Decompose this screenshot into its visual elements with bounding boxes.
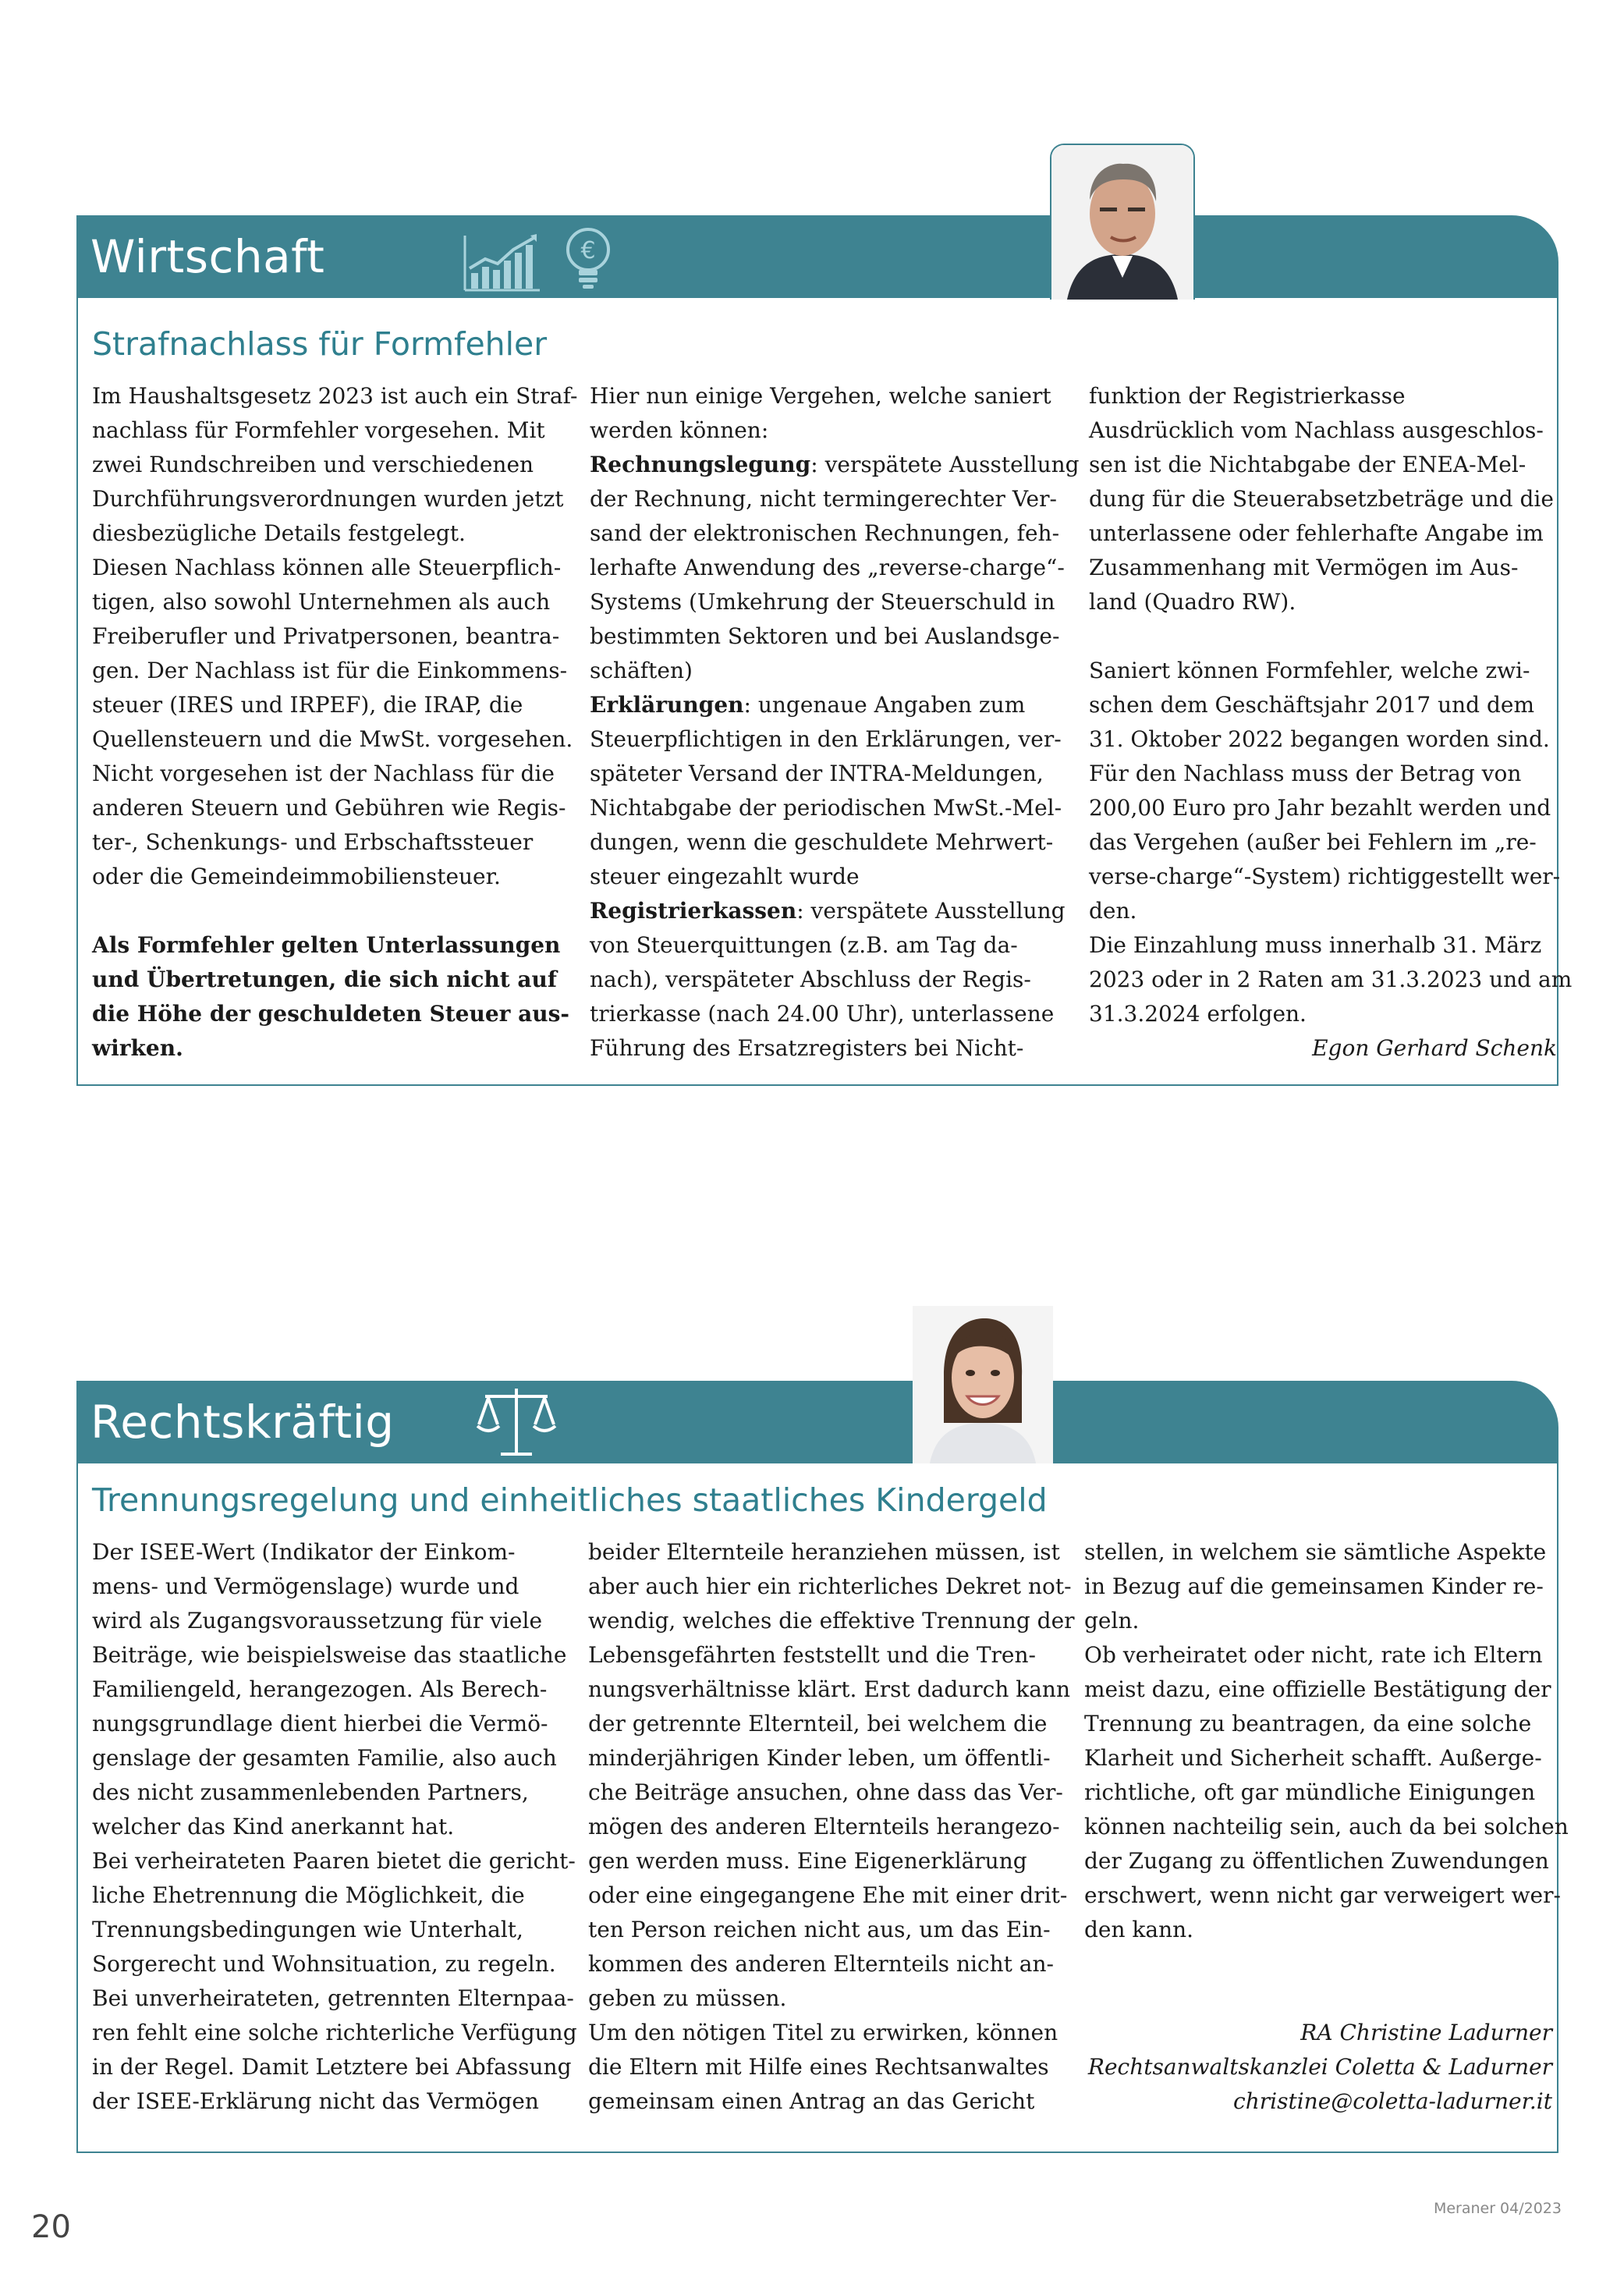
text-run: schen dem Geschäftsjahr 2017 und dem [1089, 692, 1535, 718]
text-run: diesbezügliche Details festgelegt. [92, 520, 466, 546]
text-line [1084, 1707, 1552, 1741]
text-line [1089, 654, 1557, 688]
text-line [590, 997, 1058, 1031]
text-run: kommen des anderen Elternteils nicht an- [588, 1951, 1054, 1977]
text-line [1089, 791, 1557, 825]
text-line [92, 997, 570, 1031]
text-line [590, 688, 1058, 722]
text-line [1089, 413, 1557, 448]
text-line [1089, 860, 1561, 894]
text-run: genslage der gesamten Familie, also auch [92, 1745, 557, 1771]
text-line [590, 860, 1058, 894]
text-line [1084, 1810, 1569, 1844]
text-run: Diesen Nachlass können alle Steuerpflich- [92, 555, 562, 580]
section-header-band [76, 215, 1558, 298]
text-run: 2023 oder in 2 Raten am 31.3.2023 und am [1089, 967, 1573, 992]
text-line [588, 1844, 1056, 1878]
article-box [76, 298, 1573, 1086]
text-line [1089, 894, 1557, 928]
text-run: liche Ehetrennung die Möglichkeit, die [92, 1882, 525, 1908]
text-line [92, 516, 560, 551]
text-run: wendig, welches die effektive Trennung der [588, 1608, 1075, 1634]
bulb-euro-icon [565, 226, 612, 293]
author-signature: Egon Gerhard Schenk [1312, 1035, 1557, 1061]
text-line [92, 825, 560, 860]
text-run: Um den nötigen Titel zu erwirken, können [588, 2020, 1058, 2045]
text-line [92, 1913, 560, 1947]
text-line [590, 757, 1058, 791]
text-run: Durchführungsverordnungen wurden jetzt [92, 486, 564, 512]
text-line [590, 928, 1058, 963]
text-line [1084, 1981, 1552, 2016]
text-line [1089, 997, 1557, 1031]
text-line [590, 413, 1058, 448]
text-run: in Bezug auf die gemeinsamen Kinder re- [1084, 1573, 1544, 1599]
section-title: Wirtschaft [90, 230, 325, 283]
text-line [92, 1535, 560, 1570]
text-run: : verspätete Ausstellung [810, 452, 1080, 477]
text-run: Zusammenhang mit Vermögen im Aus- [1089, 555, 1519, 580]
text-line [92, 688, 560, 722]
text-line [590, 894, 1066, 928]
text-run: von Steuerquittungen (z.B. am Tag da- [590, 932, 1018, 958]
text-run: Ausdrücklich vom Nachlass ausgeschlos- [1089, 417, 1544, 443]
text-run: che Beiträge ansuchen, ohne dass das Ver- [588, 1779, 1063, 1805]
text-line [92, 619, 560, 654]
text-run: oder die Gemeindeimmobiliensteuer. [92, 864, 501, 889]
text-run: gemeinsam einen Antrag an das Gericht [588, 2088, 1035, 2114]
text-run: können nachteilig sein, auch da bei solchen [1084, 1814, 1569, 1839]
text-line [1084, 1535, 1552, 1570]
text-run: trierkasse (nach 24.00 Uhr), unterlassene [590, 1001, 1055, 1027]
text-run: nungsgrundlage dient hierbei die Vermö- [92, 1711, 548, 1736]
scales-icon [474, 1385, 558, 1462]
text-run: erschwert, wenn nicht gar verweigert wer- [1084, 1882, 1561, 1908]
text-run: Für den Nachlass muss der Betrag von [1089, 761, 1522, 786]
text-run: Saniert können Formfehler, welche zwi- [1089, 658, 1530, 683]
text-line [1089, 722, 1557, 757]
text-line [588, 1570, 1072, 1604]
text-line [588, 2016, 1056, 2050]
text-line [92, 1673, 560, 1707]
text-run: werden können: [590, 417, 769, 443]
text-run: der ISEE-Erklärung nicht das Vermögen [92, 2088, 539, 2114]
text-run: den. [1089, 898, 1137, 924]
text-run: lerhafte Anwendung des „reverse-charge“- [590, 555, 1065, 580]
text-run: mögen des anderen Elternteils herangezo- [588, 1814, 1060, 1839]
page-number: 20 [31, 2209, 71, 2245]
text-column-2 [588, 1535, 1075, 2119]
text-line [1089, 585, 1557, 619]
text-line [92, 413, 560, 448]
text-run: 31.3.2024 erfolgen. [1089, 1001, 1307, 1027]
text-run: dung für die Steuerabsetzbeträge und die [1089, 486, 1554, 512]
text-line [590, 379, 1058, 413]
text-run: Beiträge, wie beispielsweise das staatliche [92, 1642, 567, 1668]
text-line [588, 1604, 1075, 1638]
section-wirtschaft [76, 215, 1573, 1086]
text-run: beider Elternteile heranziehen müssen, ist [588, 1539, 1060, 1565]
text-run: meist dazu, eine offizielle Bestätigung der [1084, 1676, 1551, 1702]
text-line [92, 1810, 560, 1844]
text-run: den kann. [1084, 1917, 1194, 1942]
text-run: gen. Der Nachlass ist für die Einkommens- [92, 658, 568, 683]
text-run: in der Regel. Damit Letztere bei Abfassung [92, 2054, 572, 2080]
bold-run: und Übertretungen, die sich nicht auf [92, 967, 557, 992]
text-run: : verspätete Ausstellung [796, 898, 1066, 924]
text-line [588, 1638, 1056, 1673]
text-run: minderjährigen Kinder leben, um öffentli- [588, 1745, 1051, 1771]
text-line [1084, 1775, 1552, 1810]
article-title: Trennungsregelung und einheitliches staatliches Kindergeld [92, 1481, 1048, 1519]
text-run: ten Person reichen nicht aus, um das Ein- [588, 1917, 1051, 1942]
text-line [92, 585, 560, 619]
text-line [1084, 1570, 1552, 1604]
text-run: Trennung zu beantragen, da eine solche [1084, 1711, 1532, 1736]
text-run: nungsverhältnisse klärt. Erst dadurch kann [588, 1676, 1070, 1702]
text-line [92, 654, 568, 688]
text-line [588, 1741, 1056, 1775]
text-run: Trennungsbedingungen wie Unterhalt, [92, 1917, 523, 1942]
text-line [92, 963, 560, 997]
text-run: unterlassene oder fehlerhafte Angabe im [1089, 520, 1544, 546]
text-run: Klarheit und Sicherheit schafft. Außerge- [1084, 1745, 1542, 1771]
text-line [1084, 1604, 1552, 1638]
text-run: Familiengeld, herangezogen. Als Berech- [92, 1676, 548, 1702]
text-column-3 [1084, 1535, 1569, 2119]
text-run: Systems (Umkehrung der Steuerschuld in [590, 589, 1055, 615]
text-line [590, 516, 1058, 551]
text-line [92, 1844, 576, 1878]
text-line [588, 1947, 1056, 1981]
text-column-2 [590, 379, 1080, 1066]
author-signature: Rechtsanwaltskanzlei Coletta & Ladurner [1087, 2054, 1552, 2080]
text-line [1089, 619, 1557, 654]
text-run: land (Quadro RW). [1089, 589, 1296, 615]
text-run: Die Einzahlung muss innerhalb 31. März [1089, 932, 1542, 958]
text-line [590, 791, 1062, 825]
text-line [588, 1810, 1060, 1844]
text-column-1 [92, 379, 578, 1066]
text-line [1084, 1844, 1552, 1878]
text-line [1089, 928, 1557, 963]
text-run: gen werden muss. Eine Eigenerklärung [588, 1848, 1027, 1874]
text-line [588, 1913, 1056, 1947]
bold-run: Registrierkassen [590, 898, 797, 924]
text-line [1084, 1913, 1552, 1947]
text-run: dungen, wenn die geschuldete Mehrwert- [590, 829, 1054, 855]
text-run: nach), verspäteter Abschluss der Regis- [590, 967, 1031, 992]
text-line [588, 2084, 1056, 2119]
text-run: 200,00 Euro pro Jahr bezahlt werden und [1089, 795, 1551, 821]
text-run: geln. [1084, 1608, 1140, 1634]
text-run: sen ist die Nichtabgabe der ENEA-Mel- [1089, 452, 1526, 477]
author-signature: RA Christine Ladurner [1300, 2020, 1552, 2045]
text-run: Der ISEE-Wert (Indikator der Einkom- [92, 1539, 516, 1565]
text-line [590, 963, 1058, 997]
text-line [1089, 448, 1557, 482]
text-line [1084, 1741, 1552, 1775]
text-run: funktion der Registrierkasse [1089, 383, 1406, 409]
section-title: Rechtskräftig [90, 1396, 395, 1449]
text-line [92, 1570, 560, 1604]
text-line [92, 448, 560, 482]
article-box [76, 1463, 1569, 2153]
chart-growth-icon [462, 232, 543, 296]
text-line [590, 551, 1065, 585]
text-line [92, 1604, 560, 1638]
author-portrait [913, 1306, 1053, 1463]
text-line [590, 825, 1058, 860]
text-run: nachlass für Formfehler vorgesehen. Mit [92, 417, 545, 443]
text-run: Sorgerecht und Wohnsituation, zu regeln. [92, 1951, 556, 1977]
text-run: der getrennte Elternteil, bei welchem die [588, 1711, 1048, 1736]
text-run: bestimmten Sektoren und bei Auslandsge- [590, 623, 1060, 649]
text-run: Hier nun einige Vergehen, welche saniert [590, 383, 1051, 409]
text-line [590, 722, 1062, 757]
text-run: späteter Versand der INTRA-Meldungen, [590, 761, 1044, 786]
issue-label: Meraner 04/2023 [1433, 2200, 1562, 2217]
text-run: zwei Rundschreiben und verschiedenen [92, 452, 534, 477]
text-run: verse-charge“-System) richtiggestellt wer- [1089, 864, 1561, 889]
text-run: ren fehlt eine solche richterliche Verfügung [92, 2020, 577, 2045]
bold-run: die Höhe der geschuldeten Steuer aus- [92, 1001, 570, 1027]
text-run: das Vergehen (außer bei Fehlern im „re- [1089, 829, 1537, 855]
section-rechtskraeftig [76, 1381, 1569, 2161]
text-run: die Eltern mit Hilfe eines Rechtsanwaltes [588, 2054, 1049, 2080]
author-signature: christine@coletta-ladurner.it [1233, 2088, 1552, 2114]
text-line [92, 1741, 560, 1775]
author-portrait [1050, 144, 1195, 300]
text-line [590, 654, 1058, 688]
text-line [92, 1707, 560, 1741]
text-line [590, 619, 1058, 654]
text-run: steuer eingezahlt wurde [590, 864, 860, 889]
text-run: Steuerpflichtigen in den Erklärungen, ver- [590, 726, 1062, 752]
text-line [590, 448, 1080, 482]
text-line [590, 585, 1058, 619]
text-line [1089, 1031, 1557, 1066]
text-run: tigen, also sowohl Unternehmen als auch [92, 589, 551, 615]
text-run: Lebensgefährten feststellt und die Tren- [588, 1642, 1036, 1668]
text-run: der Zugang zu öffentlichen Zuwendungen [1084, 1848, 1549, 1874]
text-line [92, 2050, 572, 2084]
text-run: des nicht zusammenlebenden Partners, [92, 1779, 529, 1805]
text-line [588, 1878, 1068, 1913]
text-line [1084, 2050, 1552, 2084]
text-line [1084, 1878, 1561, 1913]
text-line [588, 1981, 1056, 2016]
bold-run: Rechnungslegung [590, 452, 811, 477]
text-run: 31. Oktober 2022 begangen worden sind. [1089, 726, 1550, 752]
text-line [92, 379, 578, 413]
text-line [1084, 1947, 1552, 1981]
text-run: Nichtabgabe der periodischen MwSt.-Mel- [590, 795, 1062, 821]
text-line [1089, 551, 1557, 585]
text-line [1084, 1673, 1552, 1707]
text-run: ter-, Schenkungs- und Erbschaftssteuer [92, 829, 534, 855]
text-run: oder eine eingegangene Ehe mit einer drit- [588, 1882, 1068, 1908]
text-run: Führung des Ersatzregisters bei Nicht- [590, 1035, 1024, 1061]
text-line [92, 551, 560, 585]
text-run: Nicht vorgesehen ist der Nachlass für die [92, 761, 555, 786]
text-line [92, 1947, 560, 1981]
text-line [1089, 825, 1557, 860]
bold-run: wirken. [92, 1035, 183, 1061]
text-line [588, 1707, 1056, 1741]
text-line [1089, 516, 1557, 551]
text-run: steuer (IRES und IRPEF), die IRAP, die [92, 692, 523, 718]
text-run: stellen, in welchem sie sämtliche Aspekte [1084, 1539, 1547, 1565]
text-run: welcher das Kind anerkannt hat. [92, 1814, 455, 1839]
text-line [92, 482, 564, 516]
text-line [92, 791, 566, 825]
text-line [588, 1775, 1063, 1810]
text-run: Freiberufler und Privatpersonen, beantra- [92, 623, 560, 649]
text-line [588, 1673, 1070, 1707]
text-run: Quellensteuern und die MwSt. vorgesehen. [92, 726, 573, 752]
text-line [1089, 688, 1557, 722]
article-title: Strafnachlass für Formfehler [92, 325, 548, 363]
text-line [1084, 2084, 1552, 2119]
text-line [1089, 482, 1557, 516]
text-run: Ob verheiratet oder nicht, rate ich Eltern [1084, 1642, 1543, 1668]
text-line [590, 1031, 1058, 1066]
text-run: Bei verheirateten Paaren bietet die gericht- [92, 1848, 576, 1874]
text-line [92, 1981, 574, 2016]
bold-run: Erklärungen [590, 692, 744, 718]
text-line [92, 2084, 560, 2119]
text-line [1084, 2016, 1552, 2050]
text-line [1089, 757, 1557, 791]
text-run: Bei unverheirateten, getrennten Elternpaa- [92, 1985, 574, 2011]
text-column-1 [92, 1535, 577, 2119]
text-run: wird als Zugangsvoraussetzung für viele [92, 1608, 543, 1634]
text-line [92, 928, 560, 963]
text-run: Im Haushaltsgesetz 2023 ist auch ein Straf- [92, 383, 578, 409]
text-line [92, 1031, 560, 1066]
text-line [92, 757, 560, 791]
text-line [92, 2016, 577, 2050]
text-run: der Rechnung, nicht termingerechter Ver- [590, 486, 1057, 512]
text-line [92, 1878, 560, 1913]
text-line [1089, 379, 1557, 413]
text-run: aber auch hier ein richterliches Dekret not- [588, 1573, 1072, 1599]
text-run: schäften) [590, 658, 693, 683]
text-line [92, 860, 560, 894]
text-line [92, 722, 573, 757]
svg-text:€: € [580, 237, 596, 264]
text-run: richtliche, oft gar mündliche Einigungen [1084, 1779, 1536, 1805]
text-column-3 [1089, 379, 1573, 1066]
section-header-band [76, 1381, 1558, 1463]
text-line [588, 2050, 1056, 2084]
text-run: geben zu müssen. [588, 1985, 787, 2011]
text-line [588, 1535, 1060, 1570]
text-line [1089, 963, 1573, 997]
text-line [92, 894, 560, 928]
text-line [92, 1775, 560, 1810]
text-line [92, 1638, 567, 1673]
bold-run: Als Formfehler gelten Unterlassungen [92, 932, 561, 958]
text-line [590, 482, 1058, 516]
text-run: sand der elektronischen Rechnungen, feh- [590, 520, 1060, 546]
text-run: mens- und Vermögenslage) wurde und [92, 1573, 519, 1599]
text-line [1084, 1638, 1552, 1673]
text-run: anderen Steuern und Gebühren wie Regis- [92, 795, 566, 821]
text-run: : ungenaue Angaben zum [743, 692, 1026, 718]
